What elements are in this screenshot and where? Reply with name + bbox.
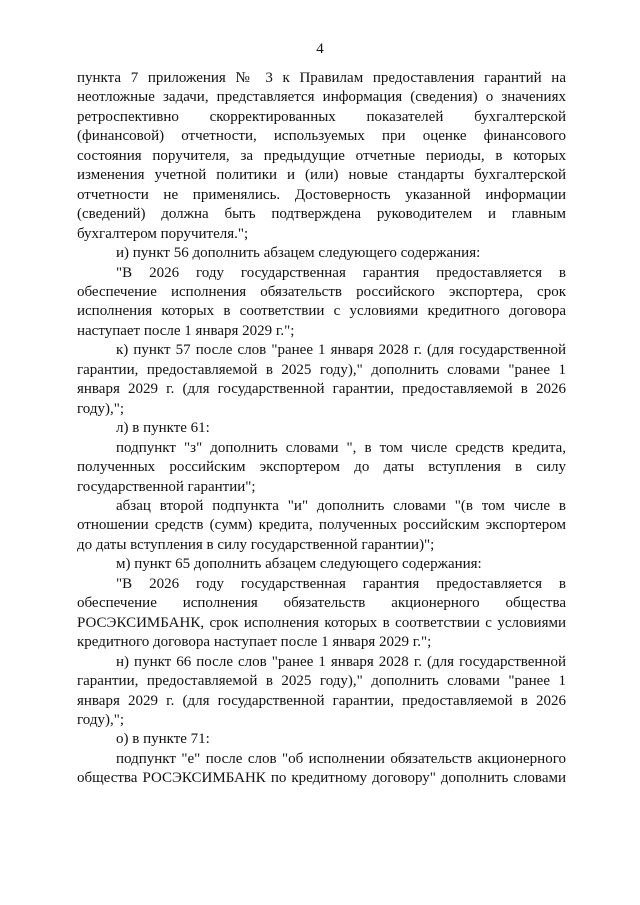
paragraph-subitem-e: подпункт "е" после слов "об исполнении обязательств акционерного общества РОСЭКСИМБАНК по кредитному договору" дополнить словами [77,750,566,787]
paragraph-item-k: к) пункт 57 после слов "ранее 1 января 2028 г. (для государственной гарантии, предоставляемой в 2025 году)," дополнить словами "ранее 1 января 2029 г. (для государственной гарантии, предоставляемой в 2026 году),"; [77,342,566,417]
paragraph-quote-m: "В 2026 году государственная гарантия предоставляется в обеспечение исполнения обязательств акционерного общества РОСЭКСИМБАНК, срок исполнения которых в соответствии с условиями кредитного договора наступает после 1 января 2029 г."; [77,575,566,651]
paragraph-item-n: н) пункт 66 после слов "ранее 1 января 2028 г. (для государственной гарантии, предоставляемой в 2025 году)," дополнить словами "ранее 1 января 2029 г. (для государственной гарантии, предоставляемой в 2026 году),"; [77,653,566,728]
paragraph-item-o: о) в пункте 71: [116,731,210,748]
paragraph-subitem-z: подпункт "з" дополнить словами ", в том числе средств кредита, полученных российским экспортером до даты вступления в силу государственной гарантии"; [77,439,566,495]
paragraph-item-m: м) пункт 65 дополнить абзацем следующего содержания: [116,556,482,573]
paragraph-item-i: и) пункт 56 дополнить абзацем следующего содержания: [116,245,481,262]
paragraph-quote-i: "В 2026 году государственная гарантия предоставляется в обеспечение исполнения обязательств российского экспортера, срок исполнения которых в соответствии с условиями кредитного договора наступает после 1 января 2029 г."; [77,264,566,339]
paragraph-item-l: л) в пункте 61: [116,420,210,437]
document-body [77,69,566,789]
page-number: 4 [316,41,324,57]
paragraph-continuation: пункта 7 приложения № 3 к Правилам предоставления гарантий на неотложные задачи, представляется информация (сведения) о значениях ретроспективно скорректированных показателей бухгалтерской (финансовой) отчетности, используемых при оценке финансового состояния поручителя, за предыдущие отчетные периоды, в которых изменения учетной политики и (или) новые стандарты бухгалтерской отчетности не применялись. Достоверность указанной информации (сведений) должна быть подтверждена руководителем и главным бухгалтером поручителя."; [77,70,566,242]
paragraph-subitem-i: абзац второй подпункта "и" дополнить словами "(в том числе в отношении средств (сумм) кредита, полученных российским экспортером до даты вступления в силу государственной гарантии)"; [77,497,566,553]
